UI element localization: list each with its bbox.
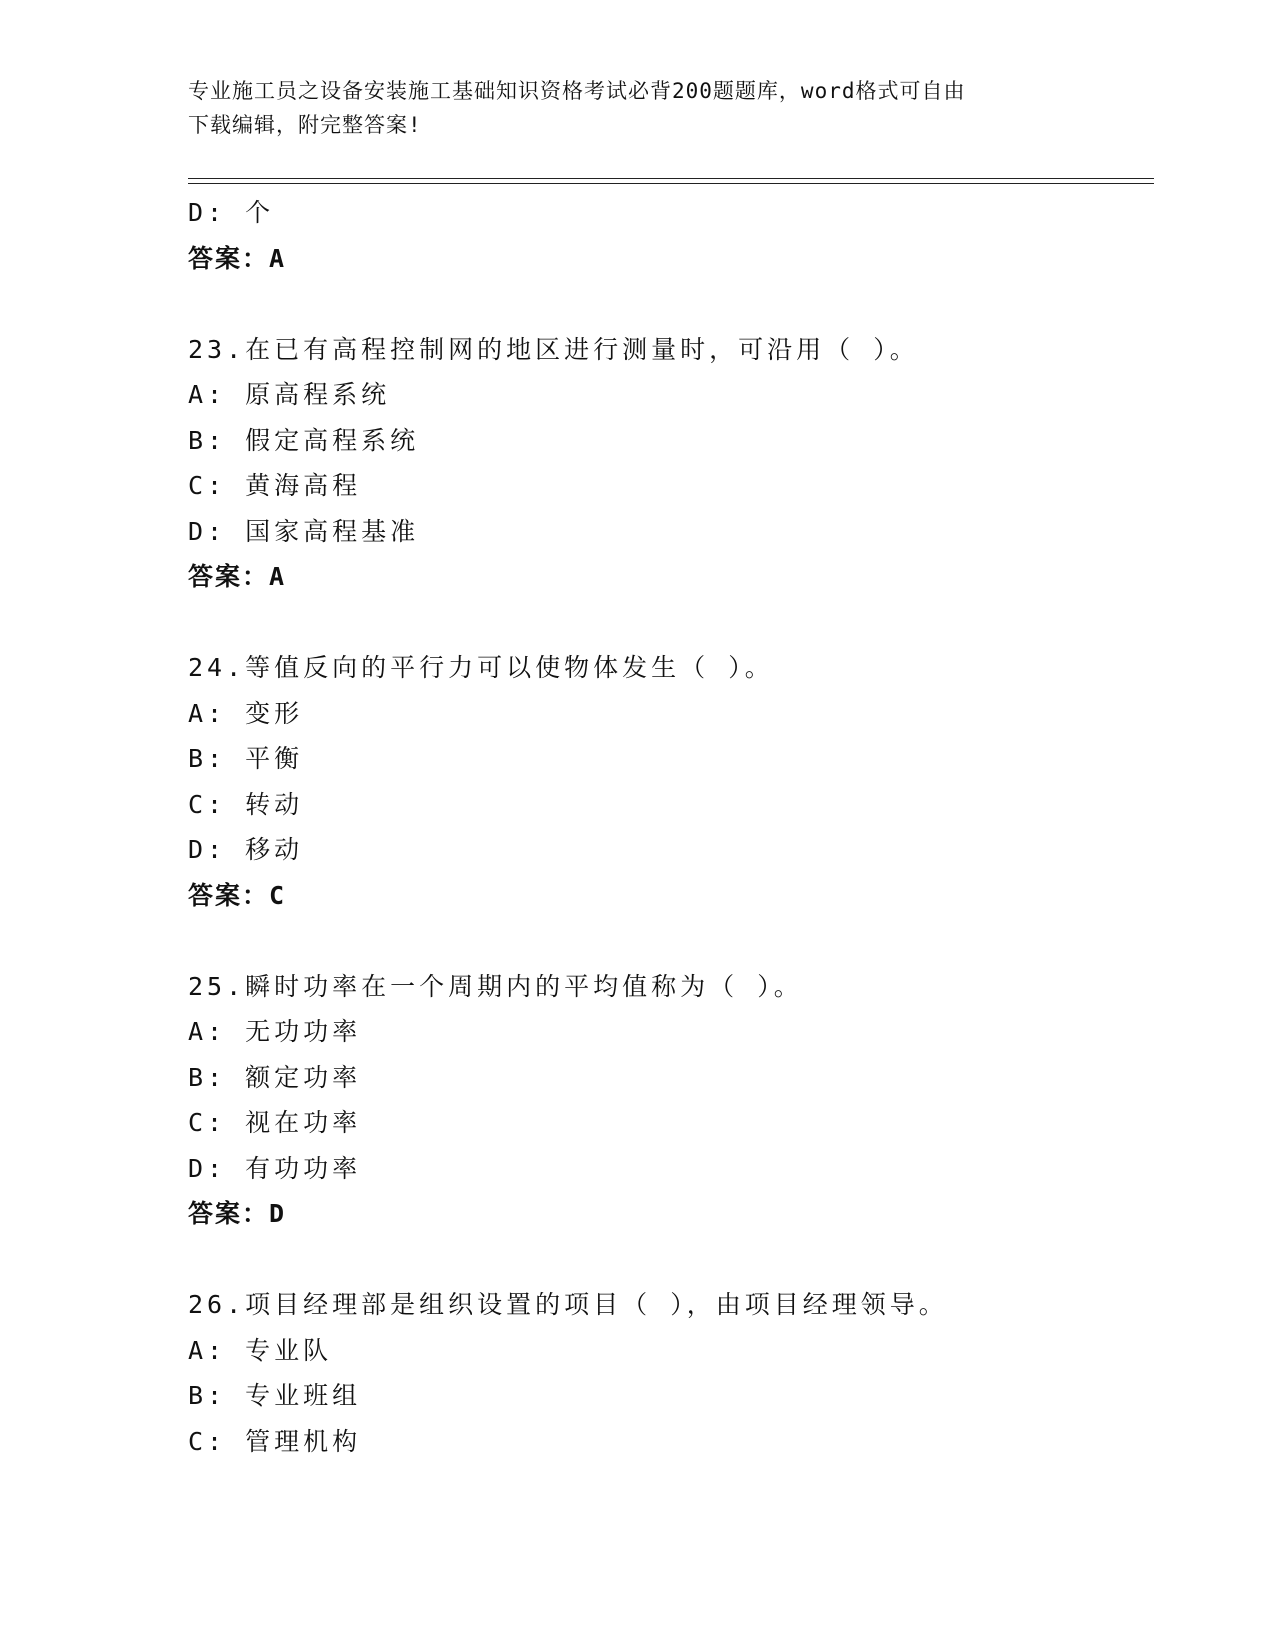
option-c: C: 转动 (188, 789, 304, 819)
option-d: D: 移动 (188, 835, 304, 864)
spacer (188, 918, 1148, 964)
question-stem: 25.瞬时功率在一个周期内的平均值称为（ ）。 (188, 971, 803, 1001)
spacer (188, 600, 1148, 646)
option-a: A: 专业队 (188, 1335, 333, 1365)
option-b: B: 假定高程系统 (188, 425, 420, 455)
prev-answer: 答案：A (188, 243, 287, 273)
question-stem: 24.等值反向的平行力可以使物体发生（ ）。 (188, 653, 774, 682)
header-line-2: 下载编辑，附完整答案! (188, 113, 422, 137)
question-23 (188, 327, 1148, 600)
option-d: D: 有功功率 (188, 1153, 362, 1183)
option-b: B: 平衡 (188, 744, 304, 773)
answer: 答案：D (188, 1199, 287, 1228)
option-a: A: 无功功率 (188, 1017, 362, 1046)
spacer (188, 281, 1148, 327)
question-list (188, 190, 1148, 1464)
page-header (188, 74, 1088, 142)
question-25 (188, 964, 1148, 1237)
option-c: C: 黄海高程 (188, 471, 362, 500)
question-stem: 26.项目经理部是组织设置的项目（ ），由项目经理领导。 (188, 1290, 948, 1319)
option-c: C: 视在功率 (188, 1108, 362, 1137)
option-b: B: 专业班组 (188, 1381, 362, 1410)
option-d: D: 国家高程基准 (188, 516, 420, 546)
answer: 答案：C (188, 880, 287, 910)
option-b: B: 额定功率 (188, 1062, 362, 1092)
header-line-1: 专业施工员之设备安装施工基础知识资格考试必背200题题库，word格式可自由 (188, 79, 966, 103)
option-a: A: 原高程系统 (188, 380, 391, 409)
header-divider-top (188, 178, 1154, 179)
prev-option-d: D: 个 (188, 198, 275, 227)
spacer (188, 1237, 1148, 1283)
header-divider-bottom (188, 183, 1154, 184)
question-stem: 23.在已有高程控制网的地区进行测量时，可沿用（ ）。 (188, 334, 919, 364)
question-26 (188, 1282, 1148, 1464)
question-24 (188, 645, 1148, 918)
option-a: A: 变形 (188, 698, 304, 728)
option-c: C: 管理机构 (188, 1426, 362, 1456)
answer: 答案：A (188, 562, 287, 591)
